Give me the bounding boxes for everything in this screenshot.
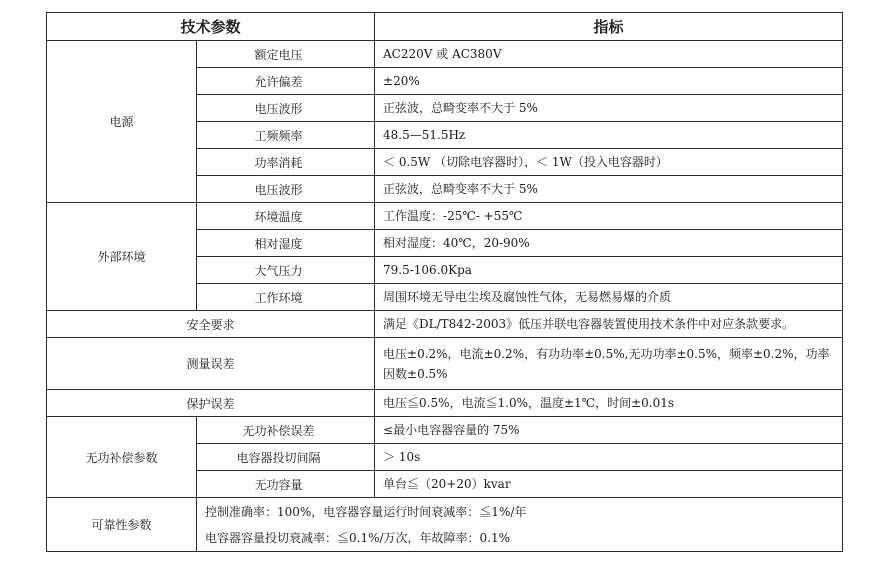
- header-param: 技术参数: [47, 13, 375, 41]
- table-row: [47, 41, 843, 68]
- table-row: [47, 498, 843, 552]
- param-label: 无功补偿误差: [197, 417, 375, 444]
- table-row: [47, 338, 843, 390]
- measure-error-label: 测量误差: [47, 338, 375, 390]
- param-label: 大气压力: [197, 257, 375, 284]
- param-value: 48.5—51.5Hz: [375, 122, 843, 149]
- param-value: AC220V 或 AC380V: [375, 41, 843, 68]
- reactive-category: 无功补偿参数: [47, 417, 197, 498]
- param-value: 工作温度：-25℃- +55℃: [375, 203, 843, 230]
- param-value: 单台≦（20+20）kvar: [375, 471, 843, 498]
- param-value: ＞ 10s: [375, 444, 843, 471]
- param-value: 79.5-106.0Kpa: [375, 257, 843, 284]
- table-row: [47, 203, 843, 230]
- safety-value: 满足《DL/T842-2003》低压并联电容器装置使用技术条件中对应条款要求。: [375, 311, 843, 338]
- param-value: 周围环境无导电尘埃及腐蚀性气体，无易燃易爆的介质: [375, 284, 843, 311]
- measure-error-value: [375, 338, 843, 390]
- param-value: 正弦波，总畸变率不大于 5%: [375, 176, 843, 203]
- spec-table: [46, 12, 843, 552]
- environment-category: 外部环境: [47, 203, 197, 311]
- param-value: 正弦波，总畸变率不大于 5%: [375, 95, 843, 122]
- header-row: [47, 13, 843, 41]
- param-label: 额定电压: [197, 41, 375, 68]
- measure-error-line1: 电压±0.2%，电流±0.2%，有功功率±0.5%,无功功率±0.5%，频率±0.2%，功率: [383, 346, 830, 361]
- table-row: [47, 311, 843, 338]
- protect-error-value: 电压≦0.5%，电流≦1.0%，温度±1℃，时间±0.01s: [375, 390, 843, 417]
- param-label: 工频频率: [197, 122, 375, 149]
- reliability-line1: 控制准确率：100%，电容器容量运行时间衰减率：≦1%/年: [205, 504, 527, 519]
- param-label: 工作环境: [197, 284, 375, 311]
- reliability-category: 可靠性参数: [47, 498, 197, 552]
- protect-error-label: 保护误差: [47, 390, 375, 417]
- param-value: ＜ 0.5W （切除电容器时），＜ 1W（投入电容器时）: [375, 149, 843, 176]
- param-label: 无功容量: [197, 471, 375, 498]
- param-value: 相对湿度：40℃，20-90%: [375, 230, 843, 257]
- param-label: 功率消耗: [197, 149, 375, 176]
- param-value: ±20%: [375, 68, 843, 95]
- table-row: [47, 417, 843, 444]
- param-label: 电容器投切间隔: [197, 444, 375, 471]
- param-label: 电压波形: [197, 176, 375, 203]
- param-value: ≤最小电容器容量的 75%: [375, 417, 843, 444]
- power-category: 电源: [47, 41, 197, 203]
- param-label: 相对湿度: [197, 230, 375, 257]
- measure-error-line2: 因数±0.5%: [383, 366, 448, 381]
- reliability-line2: 电容器容量投切衰减率：≦0.1%/万次，年故障率：0.1%: [205, 530, 511, 545]
- safety-label: 安全要求: [47, 311, 375, 338]
- param-label: 允许偏差: [197, 68, 375, 95]
- reliability-value: [197, 498, 843, 552]
- param-label: 环境温度: [197, 203, 375, 230]
- table-row: [47, 390, 843, 417]
- param-label: 电压波形: [197, 95, 375, 122]
- header-index: 指标: [375, 13, 843, 41]
